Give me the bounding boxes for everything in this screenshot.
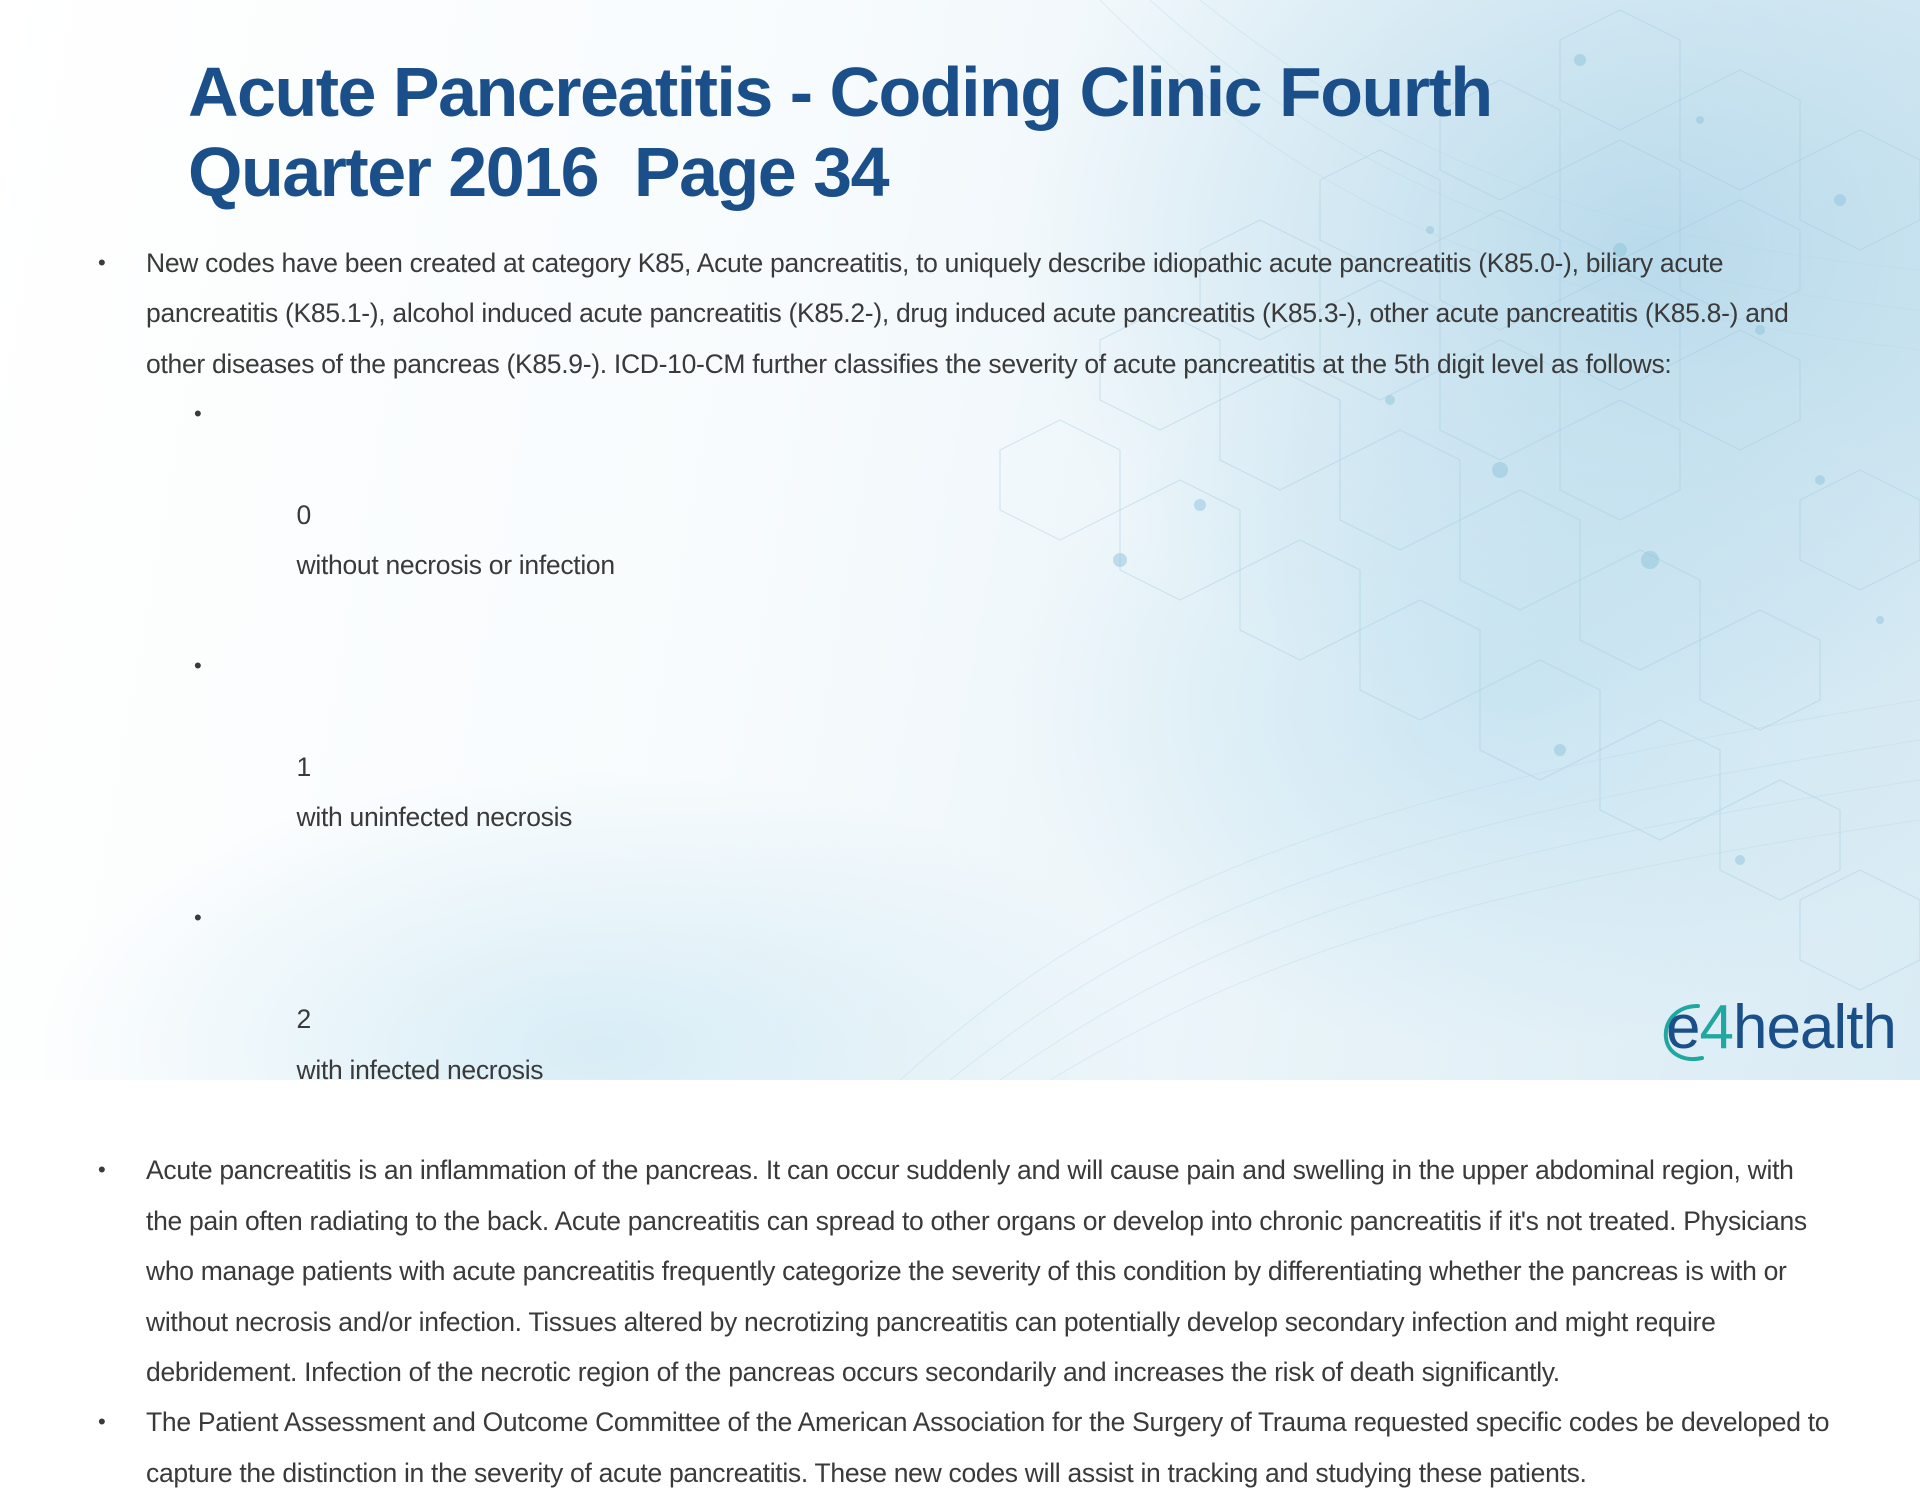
sub-item-text: without necrosis or infection	[296, 550, 615, 581]
bullet-dot: •	[98, 1409, 106, 1435]
sub-bullet-dot: •	[194, 401, 202, 427]
bullet-item	[96, 1145, 1836, 1397]
logo-wordmark	[1666, 992, 1896, 1064]
sub-item-text: with uninfected necrosis	[296, 802, 573, 833]
bullet-dot: •	[98, 250, 106, 275]
sub-list-item	[96, 389, 1836, 641]
sub-bullet-dot: •	[194, 905, 202, 931]
sub-item-number: 1	[296, 752, 311, 783]
sub-bullet-dot: •	[194, 653, 202, 679]
logo-word-health: health	[1732, 993, 1896, 1062]
e4health-logo	[1666, 992, 1896, 1068]
bullet-item	[96, 1397, 1836, 1498]
slide-body	[96, 238, 1836, 1498]
sub-item-number: 2	[296, 1004, 311, 1035]
title-line-2: Quarter 2016 Page 34	[188, 133, 889, 211]
slide-title	[188, 52, 1688, 212]
logo-letter-e: e	[1666, 993, 1700, 1062]
bullet-text: Acute pancreatitis is an inflammation of the pancreas. It can occur suddenly and will cause pain and swelling in the upper abdominal region, with the pain often radiating to the back. Acute pancreatitis can spread to other organs or develop into chronic pancreatitis if it's not treated. Physicians who manage patients with acute pancreatitis frequently categorize the severity of this condition by differentiating whether the pancreas is with or without necrosis and/or infection. Tissues altered by necrotizing pancreatitis can potentially develop secondary infection and might require debridement. Infection of the necrotic region of the pancreas occurs secondarily and increases the risk of death significantly.	[146, 1155, 1807, 1387]
bullet-text: The Patient Assessment and Outcome Committee of the American Association for the Surgery of Trauma requested specific codes be developed to capture the distinction in the severity of acute pancreatitis. These new codes will assist in tracking and studying these patients.	[146, 1407, 1830, 1488]
bullet-text: New codes have been created at category K85, Acute pancreatitis, to uniquely describe idiopathic acute pancreatitis (K85.0-), biliary acute pancreatitis (K85.1-), alcohol induced acute pancreatitis (K85.2-), drug induced acute pancreatitis (K85.3-), other acute pancreatitis (K85.8-) and other diseases of the pancreas (K85.9-). ICD-10-CM further classifies the severity of acute pancreatitis at the 5th digit level as follows:	[146, 248, 1789, 379]
bullet-item	[96, 238, 1836, 389]
sub-list-item	[96, 641, 1836, 893]
title-line-1: Acute Pancreatitis - Coding Clinic Fourth	[188, 53, 1492, 131]
sub-item-text: with infected necrosis	[296, 1054, 544, 1085]
bullet-dot: •	[98, 1157, 106, 1183]
sub-item-number: 0	[296, 500, 311, 531]
sub-list-item	[96, 893, 1836, 1145]
severity-sub-list	[96, 389, 1836, 1145]
logo-digit-4: 4	[1699, 993, 1733, 1062]
